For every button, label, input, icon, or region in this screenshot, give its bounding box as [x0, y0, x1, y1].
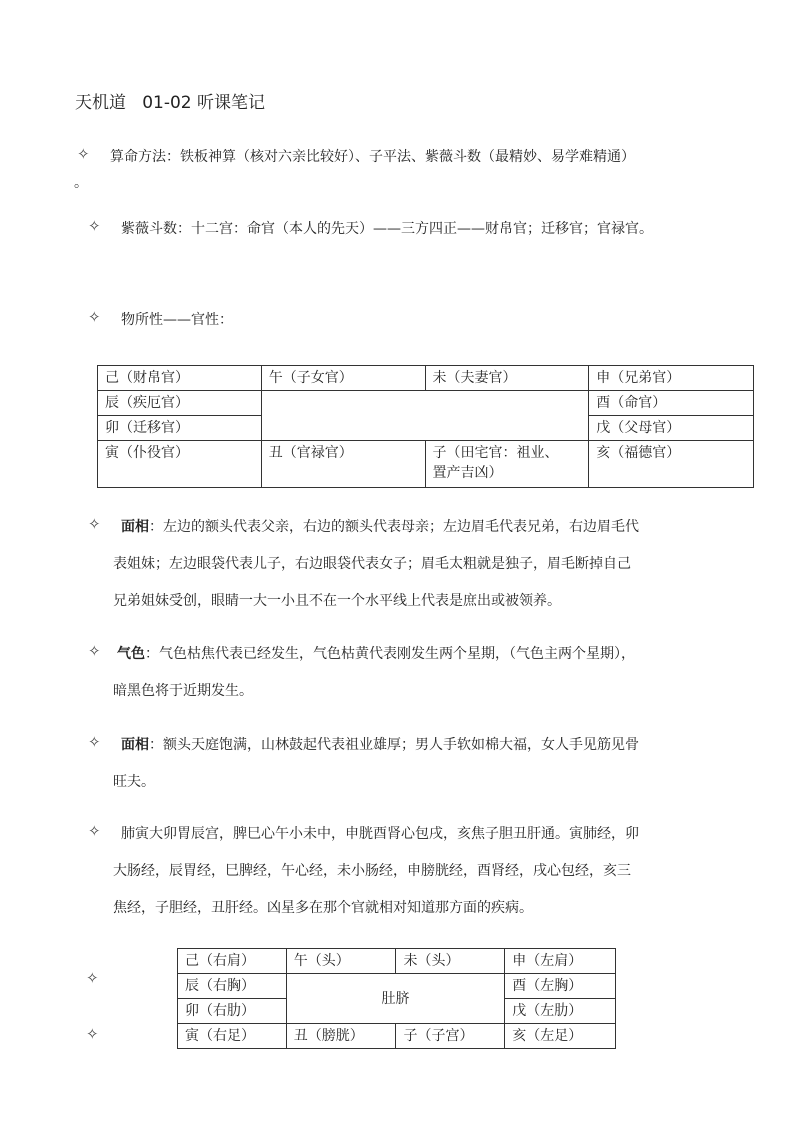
page-title: 天机道 01-02 听课笔记	[75, 93, 266, 113]
face2-line-1	[121, 734, 639, 754]
table-cell: 申（左肩）	[505, 949, 616, 974]
face-label: 面相	[121, 519, 149, 535]
face2-line-2: 旺夫。	[113, 774, 155, 790]
meridians-line-3: 焦经，子胆经，丑肝经。凶星多在那个官就相对知道那方面的疾病。	[113, 900, 533, 916]
bullet-icon: ✧	[86, 969, 99, 987]
face1-line-2: 表姐妹；左边眼袋代表儿子，右边眼袋代表女子；眉毛太粗就是独子，眉毛断掉自己	[113, 556, 631, 572]
table-center-cell: 肚脐	[286, 974, 505, 1024]
bullet-icon: ✧	[88, 733, 101, 751]
table-cell: 酉（命官）	[589, 391, 754, 416]
table-cell: 卯（迁移官）	[98, 416, 262, 441]
table-cell: 戊（左肋）	[505, 999, 616, 1024]
table-cell: 丑（官禄官）	[261, 441, 425, 488]
face1-line-3: 兄弟姐妹受创，眼睛一大一小且不在一个水平线上代表是庶出或被领养。	[113, 593, 561, 609]
bullet-icon: ✧	[88, 217, 101, 235]
bullet-icon: ✧	[88, 308, 101, 326]
table-cell: 亥（左足）	[505, 1024, 616, 1049]
table-row	[98, 366, 754, 391]
meridians-line-1: 肺寅大卯胃辰宫，脾巳心午小未中，申胱酉肾心包戌，亥焦子胆丑肝通。寅肺经，卯	[121, 826, 639, 842]
cell-line: 子（田宅官：祖业、	[432, 445, 559, 461]
table-cell: 卯（右肋）	[178, 999, 287, 1024]
palace-table	[97, 365, 754, 488]
table-cell: 酉（左胸）	[505, 974, 616, 999]
table-cell: 辰（疾厄官）	[98, 391, 262, 416]
ziwei-line: 紫薇斗数：十二宫：命官（本人的先天）——三方四正——财帛官；迁移官；官禄官。	[121, 221, 653, 237]
table-cell: 未（夫妻官）	[425, 366, 589, 391]
face1-text-1: ：左边的额头代表父亲，右边的额头代表母亲；左边眉毛代表兄弟，右边眉毛代	[149, 519, 639, 535]
bullet-icon: ✧	[77, 145, 90, 163]
bullet-icon: ✧	[88, 822, 101, 840]
table-cell: 戊（父母官）	[589, 416, 754, 441]
methods-line-1: 算命方法：铁板神算（核对六亲比较好）、子平法、紫薇斗数（最精妙、易学难精通）	[110, 149, 635, 165]
table-cell: 午（子女官）	[261, 366, 425, 391]
table-center-blank	[261, 391, 589, 441]
face-label: 面相	[121, 737, 149, 753]
methods-line-2: 。	[74, 175, 88, 191]
cell-line: 置产吉凶）	[432, 465, 503, 481]
table-cell: 寅（仆役官）	[98, 441, 262, 488]
table-cell: 午（头）	[286, 949, 396, 974]
table-cell: 未（头）	[396, 949, 505, 974]
table-cell: 亥（福德官）	[589, 441, 754, 488]
body-map-table	[177, 948, 616, 1049]
table-cell: 申（兄弟官）	[589, 366, 754, 391]
bullet-icon: ✧	[86, 1025, 99, 1043]
table-row	[98, 441, 754, 488]
face2-text-1: ：额头天庭饱满，山林鼓起代表祖业雄厚；男人手软如棉大福，女人手见筋见骨	[149, 737, 639, 753]
table-cell: 己（财帛官）	[98, 366, 262, 391]
bullet-icon: ✧	[88, 642, 101, 660]
table-cell: 子（子宫）	[396, 1024, 505, 1049]
table-row	[178, 974, 616, 999]
palace-nature-line: 物所性——官性：	[121, 312, 233, 328]
table-row	[178, 949, 616, 974]
complexion-label: 气色	[117, 646, 145, 662]
bullet-icon: ✧	[88, 515, 101, 533]
table-cell	[425, 441, 589, 488]
table-row	[178, 1024, 616, 1049]
complexion-line-2: 暗黑色将于近期发生。	[113, 683, 253, 699]
table-cell: 辰（右胸）	[178, 974, 287, 999]
meridians-line-2: 大肠经，辰胃经，巳脾经，午心经，未小肠经，申膀胱经，酉肾经，戌心包经，亥三	[113, 863, 631, 879]
table-row	[98, 391, 754, 416]
table-cell: 丑（膀胱）	[286, 1024, 396, 1049]
table-cell: 寅（右足）	[178, 1024, 287, 1049]
face1-line-1	[121, 516, 639, 536]
complexion-text-1: ：气色枯焦代表已经发生，气色枯黄代表刚发生两个星期，（气色主两个星期），	[145, 646, 635, 662]
table-cell: 己（右肩）	[178, 949, 287, 974]
complexion-line-1	[117, 643, 635, 663]
